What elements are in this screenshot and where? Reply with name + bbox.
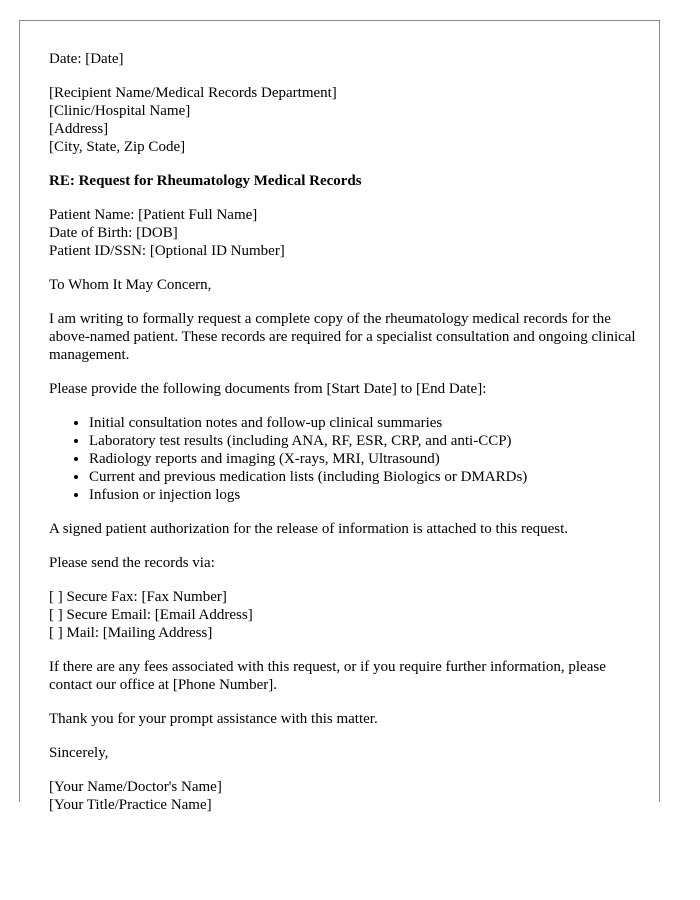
fees-paragraph: If there are any fees associated with this request, or if you require further information, please contact our office at [Phone Number]. — [49, 659, 606, 693]
letter-page — [19, 20, 660, 813]
documents-list — [49, 414, 639, 504]
recipient-line: [Address] — [49, 121, 109, 137]
send-options — [49, 588, 639, 642]
list-item: • Current and previous medication lists (including Biologics or DMARDs) — [89, 468, 639, 486]
recipient-address — [49, 84, 639, 156]
subject-line — [49, 172, 639, 190]
send-option-email: [ ] Secure Email: [Email Address] — [49, 607, 253, 623]
signature-line: [Your Name/Doctor's Name] — [49, 779, 222, 795]
send-option-mail: [ ] Mail: [Mailing Address] — [49, 625, 213, 641]
send-intro: Please send the records via: — [49, 555, 215, 571]
list-item: • Laboratory test results (including ANA, RF, ESR, CRP, and anti-CCP) — [89, 432, 639, 450]
thanks-paragraph: Thank you for your prompt assistance with this matter. — [49, 711, 378, 727]
recipient-line: [Recipient Name/Medical Records Department] — [49, 85, 337, 101]
date-line — [49, 50, 639, 68]
letter-content — [49, 50, 639, 830]
documents-intro: Please provide the following documents from [Start Date] to [End Date]: — [49, 381, 487, 397]
list-item: • Radiology reports and imaging (X-rays, MRI, Ultrasound) — [89, 450, 639, 468]
date-text: Date: [Date] — [49, 51, 124, 67]
subject-text: RE: Request for Rheumatology Medical Records — [49, 173, 362, 189]
list-item: • Initial consultation notes and follow-up clinical summaries — [89, 414, 639, 432]
patient-info — [49, 206, 639, 260]
patient-info-line: Patient ID/SSN: [Optional ID Number] — [49, 243, 285, 259]
list-item: • Infusion or injection logs — [89, 486, 639, 504]
recipient-line: [Clinic/Hospital Name] — [49, 103, 191, 119]
patient-info-line: Date of Birth: [DOB] — [49, 225, 178, 241]
intro-paragraph: I am writing to formally request a complete copy of the rheumatology medical records for the above-named patient. These records are required for a specialist consultation and ongoing clinical management. — [49, 311, 636, 363]
salutation: To Whom It May Concern, — [49, 277, 212, 293]
signature-line: [Your Title/Practice Name] — [49, 797, 212, 813]
closing: Sincerely, — [49, 745, 109, 761]
patient-info-line: Patient Name: [Patient Full Name] — [49, 207, 258, 223]
recipient-line: [City, State, Zip Code] — [49, 139, 186, 155]
authorization-paragraph: A signed patient authorization for the release of information is attached to this request. — [49, 521, 569, 537]
send-option-fax: [ ] Secure Fax: [Fax Number] — [49, 589, 227, 605]
signature-block — [49, 778, 639, 814]
